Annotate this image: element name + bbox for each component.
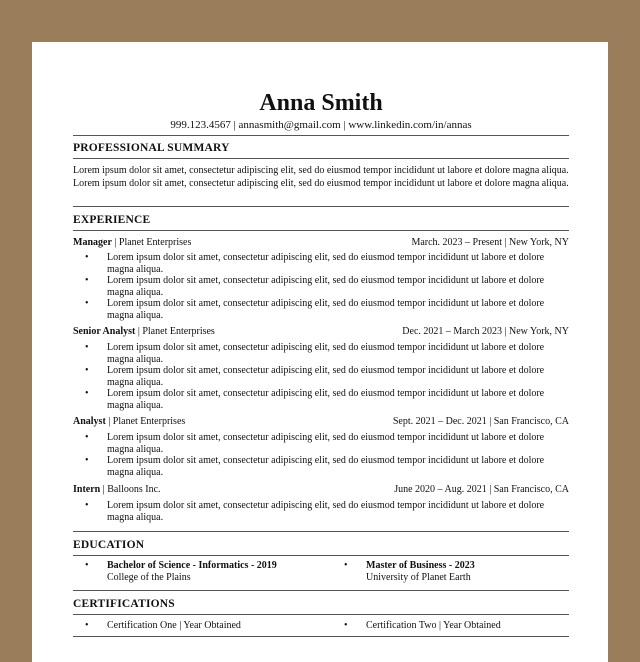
list-item: • Lorem ipsum dolor sit amet, consectetur adipiscing elit, sed do eiusmod tempor incididunt ut labore et dolore magna aliqua. [85,252,545,275]
job-company: | Balloons Inc. [100,484,161,495]
list-item: • Lorem ipsum dolor sit amet, consectetur adipiscing elit, sed do eiusmod tempor incididunt ut labore et dolore magna aliqua. [85,275,545,298]
certifications-heading: CERTIFICATIONS [73,598,175,610]
job-company: | Planet Enterprises [105,416,186,427]
bullet-icon: • [85,432,89,443]
bullet-icon: • [344,560,348,571]
bullet-icon: • [85,455,89,466]
degree: Master of Business - 2023 [366,560,475,571]
bullet-icon: • [85,298,89,309]
job-title: Intern [73,484,101,495]
list-item: • Lorem ipsum dolor sit amet, consectetur adipiscing elit, sed do eiusmod tempor incididunt ut labore et dolore magna aliqua. [85,455,545,478]
divider [73,531,569,532]
job-header [73,325,569,338]
experience-heading: EXPERIENCE [73,214,151,226]
job-bullets [73,342,569,411]
education-heading: EDUCATION [73,539,145,551]
job-header [73,483,569,496]
list-item: • Lorem ipsum dolor sit amet, consectetur adipiscing elit, sed do eiusmod tempor incididunt ut labore et dolore magna aliqua. [85,432,545,455]
job-dates-location: June 2020 – Aug. 2021 | San Francisco, CA [394,484,569,495]
bullet-icon: • [85,388,89,399]
degree: Bachelor of Science - Informatics - 2019 [107,560,277,571]
certification: Certification One | Year Obtained [107,620,241,631]
job-company: | Planet Enterprises [135,326,215,337]
divider [73,555,569,556]
bullet-icon: • [85,500,89,511]
bullet-icon: • [85,342,89,353]
school: University of Planet Earth [366,571,471,583]
divider [73,230,569,231]
summary-text: Lorem ipsum dolor sit amet, consectetur adipiscing elit, sed do eiusmod tempor incididunt ut labore et dolore magna aliqua. Lorem ipsum dolor sit amet, consectetur adipiscing elit, sed do eiusmod tempor incididunt ut labore et dolore magna aliqua. [73,165,569,189]
education-list [73,560,569,584]
contact-line: 999.123.4567 | annasmith@gmail.com | www.linkedin.com/in/annas [170,119,472,131]
bullet-icon: • [85,365,89,376]
job-dates-location: Dec. 2021 – March 2023 | New York, NY [402,326,569,337]
divider [73,614,569,615]
school: College of the Plains [107,571,191,583]
divider [73,590,569,591]
bullet-icon: • [85,252,89,263]
divider [73,158,569,159]
job-header [73,415,569,428]
list-item: • Lorem ipsum dolor sit amet, consectetur adipiscing elit, sed do eiusmod tempor incididunt ut labore et dolore magna aliqua. [85,298,545,321]
certification: Certification Two | Year Obtained [366,620,501,631]
list-item: • Lorem ipsum dolor sit amet, consectetur adipiscing elit, sed do eiusmod tempor incididunt ut labore et dolore magna aliqua. [85,500,545,523]
resume-page [32,42,608,662]
summary-heading: PROFESSIONAL SUMMARY [73,142,230,154]
job-bullets [73,252,569,321]
certifications-list [73,620,569,632]
job-company: | Planet Enterprises [111,237,192,248]
bullet-icon: • [85,560,89,571]
job-header [73,236,569,249]
list-item: • Lorem ipsum dolor sit amet, consectetur adipiscing elit, sed do eiusmod tempor incididunt ut labore et dolore magna aliqua. [85,388,545,411]
bullet-icon: • [344,620,348,631]
list-item: • Lorem ipsum dolor sit amet, consectetur adipiscing elit, sed do eiusmod tempor incididunt ut labore et dolore magna aliqua. [85,365,545,388]
divider [73,135,569,136]
divider [73,636,569,637]
job-bullets [73,432,569,478]
job-bullets [73,500,569,523]
job-title: Manager [73,237,112,248]
bullet-icon: • [85,620,89,631]
job-dates-location: Sept. 2021 – Dec. 2021 | San Francisco, CA [392,416,569,427]
bullet-icon: • [85,275,89,286]
divider [73,206,569,207]
resume-name: Anna Smith [259,90,383,116]
job-dates-location: March. 2023 – Present | New York, NY [411,237,569,248]
list-item: • Lorem ipsum dolor sit amet, consectetur adipiscing elit, sed do eiusmod tempor incididunt ut labore et dolore magna aliqua. [85,342,545,365]
job-title: Senior Analyst [73,326,136,337]
job-title: Analyst [73,416,106,427]
